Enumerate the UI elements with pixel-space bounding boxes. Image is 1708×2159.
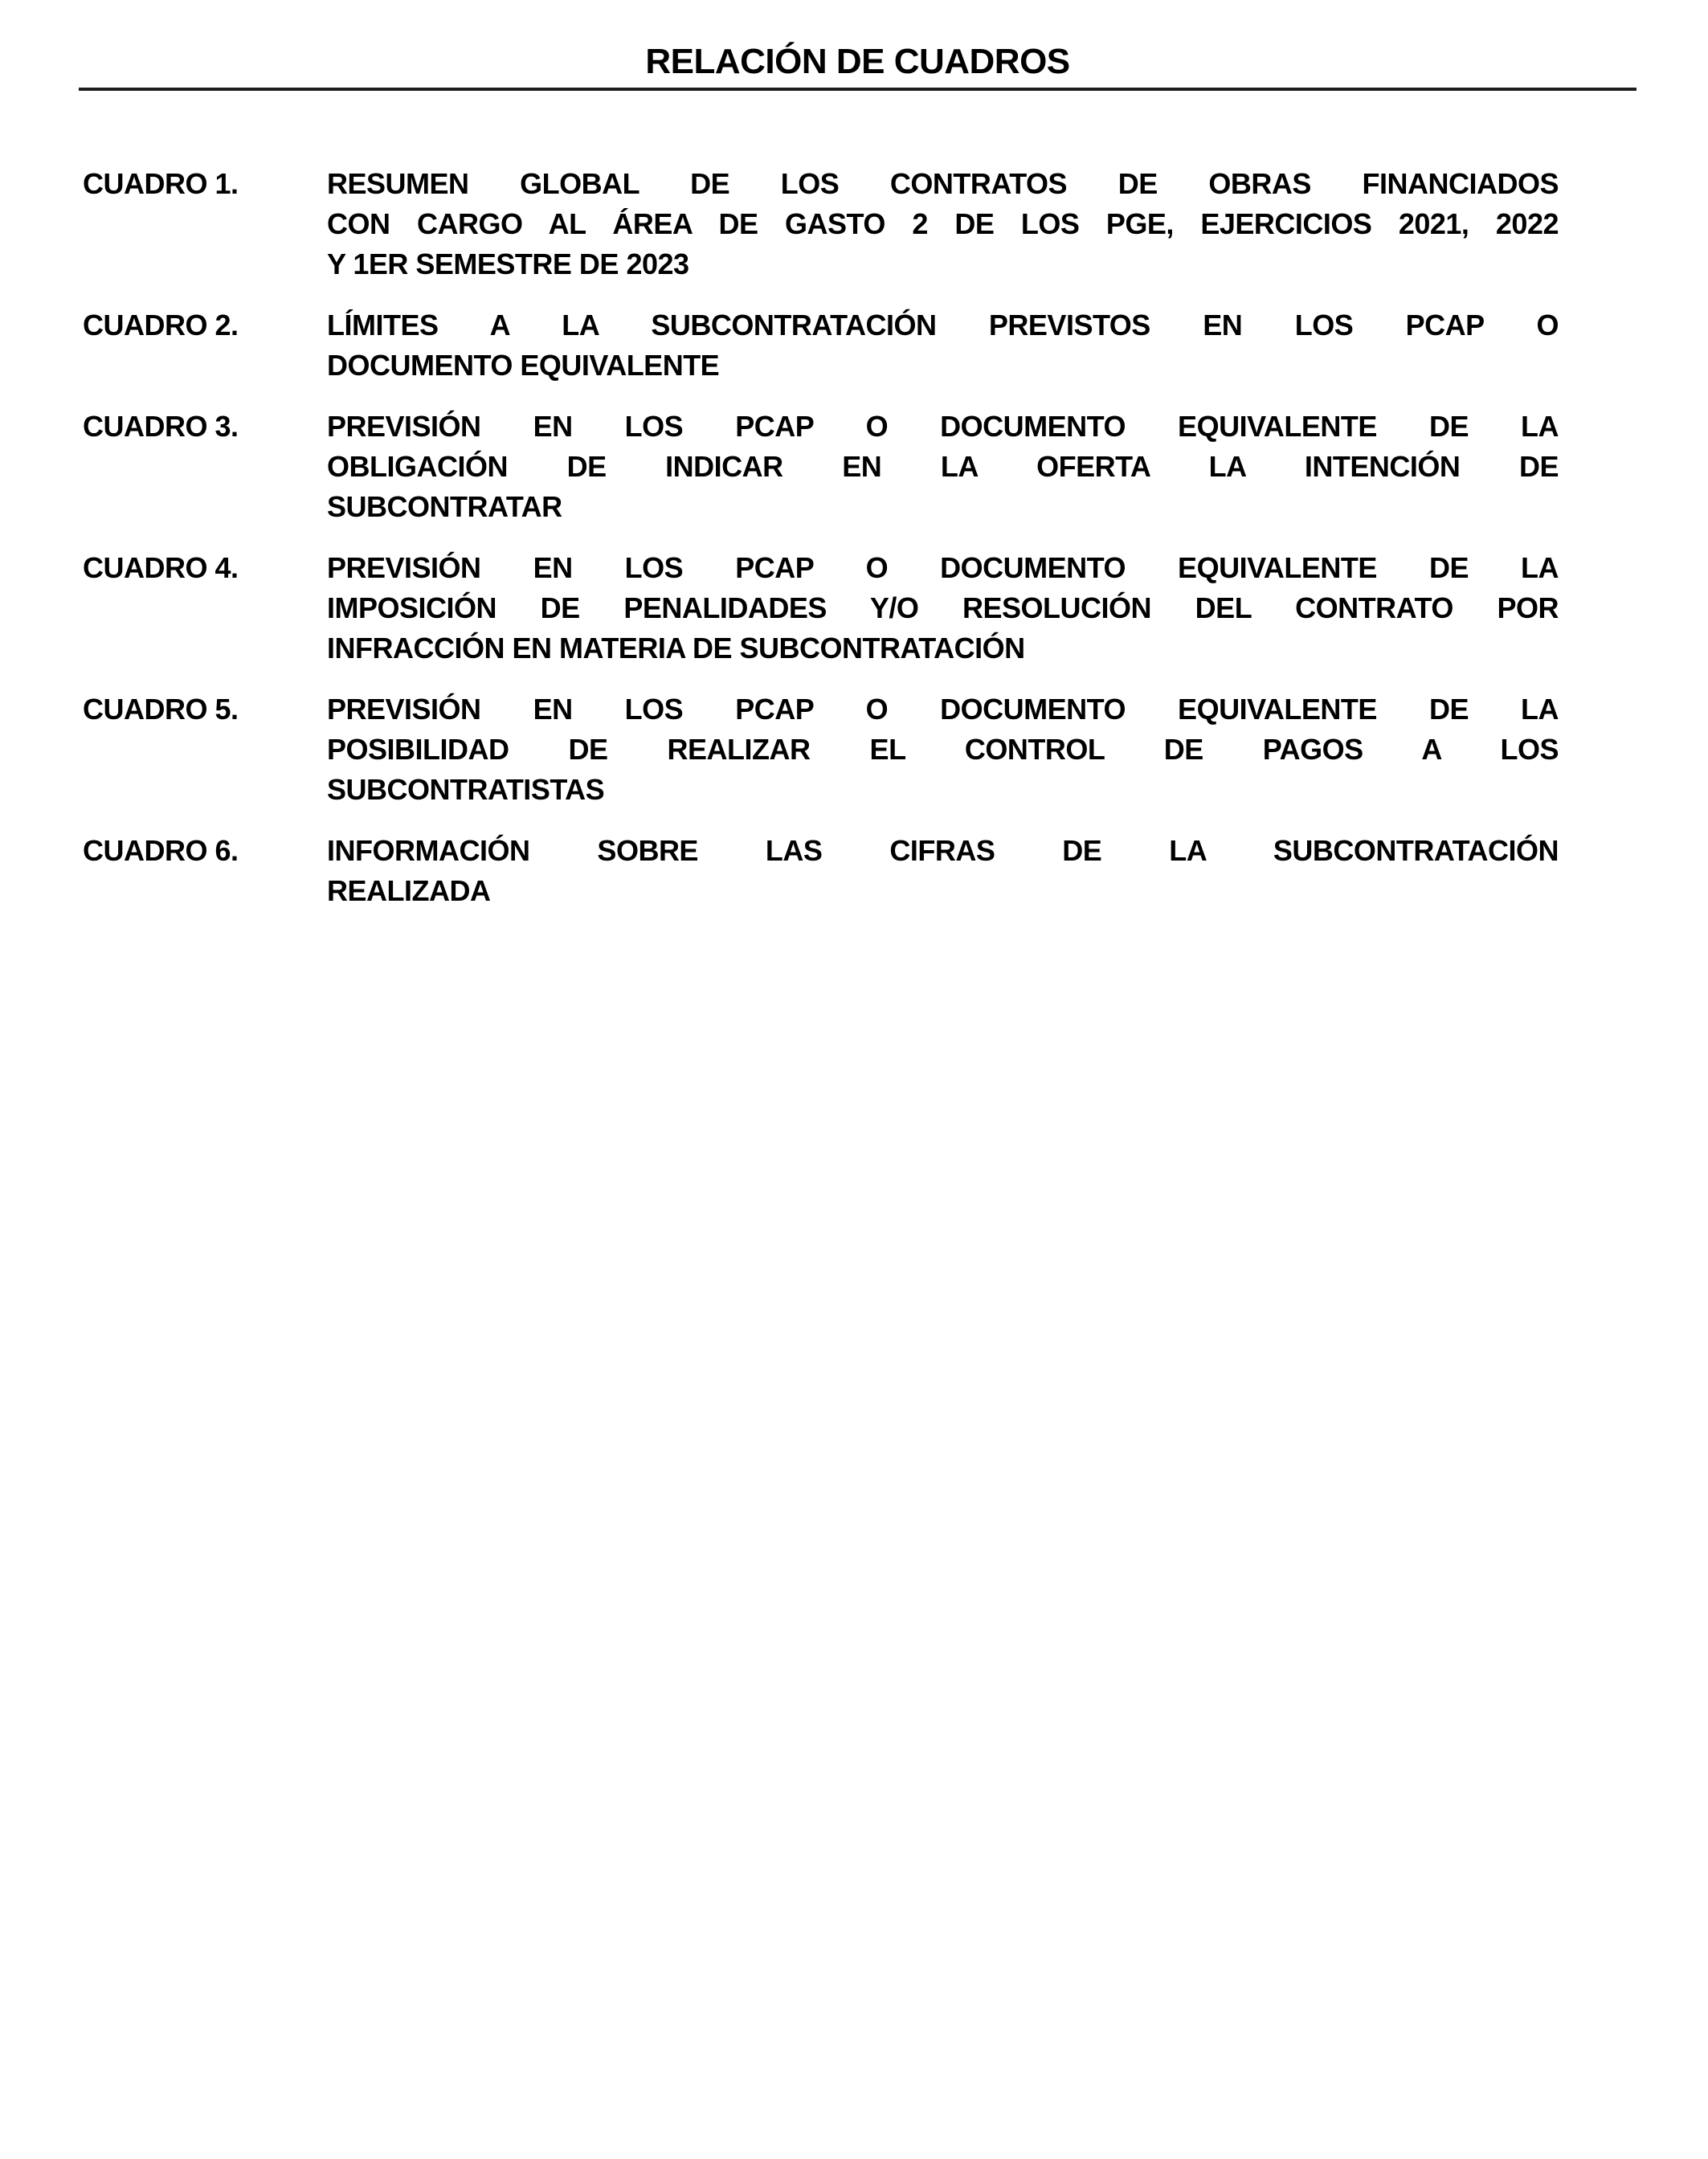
item-body xyxy=(327,305,1559,386)
list-item xyxy=(83,548,1559,669)
item-label: CUADRO 4. xyxy=(83,551,239,584)
list-item xyxy=(83,305,1559,386)
item-text-line: SUBCONTRATISTAS xyxy=(327,773,605,806)
list-item xyxy=(83,689,1559,810)
item-text-line: INFORMACIÓN SOBRE LAS CIFRAS DE LA SUBCONTRATACIÓN xyxy=(327,834,1559,867)
item-text-line: PREVISIÓN EN LOS PCAP O DOCUMENTO EQUIVALENTE DE LA xyxy=(327,410,1559,443)
item-label: CUADRO 1. xyxy=(83,167,239,200)
item-text-line: INFRACCIÓN EN MATERIA DE SUBCONTRATACIÓN xyxy=(327,632,1025,664)
item-text-line: IMPOSICIÓN DE PENALIDADES Y/O RESOLUCIÓN DEL CONTRATO POR xyxy=(327,591,1559,624)
item-text-line: DOCUMENTO EQUIVALENTE xyxy=(327,349,720,382)
item-text-line: LÍMITES A LA SUBCONTRATACIÓN PREVISTOS EN LOS PCAP O xyxy=(327,309,1559,341)
item-label: CUADRO 2. xyxy=(83,309,239,341)
item-body xyxy=(327,164,1559,284)
item-text-line: OBLIGACIÓN DE INDICAR EN LA OFERTA LA INTENCIÓN DE xyxy=(327,450,1559,483)
item-label: CUADRO 3. xyxy=(83,410,239,443)
item-label: CUADRO 5. xyxy=(83,693,239,726)
item-body xyxy=(327,407,1559,527)
cuadros-list xyxy=(83,164,1559,932)
item-text-line: PREVISIÓN EN LOS PCAP O DOCUMENTO EQUIVALENTE DE LA xyxy=(327,693,1559,726)
page-header xyxy=(79,0,1636,91)
item-text-line: PREVISIÓN EN LOS PCAP O DOCUMENTO EQUIVALENTE DE LA xyxy=(327,551,1559,584)
item-text-line: Y 1ER SEMESTRE DE 2023 xyxy=(327,247,689,280)
item-text-line: POSIBILIDAD DE REALIZAR EL CONTROL DE PAGOS A LOS xyxy=(327,733,1559,766)
list-item xyxy=(83,407,1559,527)
list-item xyxy=(83,831,1559,911)
item-text-line: CON CARGO AL ÁREA DE GASTO 2 DE LOS PGE, EJERCICIOS 2021, 2022 xyxy=(327,207,1559,240)
item-text-line: RESUMEN GLOBAL DE LOS CONTRATOS DE OBRAS FINANCIADOS xyxy=(327,167,1559,200)
item-body xyxy=(327,831,1559,911)
item-body xyxy=(327,689,1559,810)
list-item xyxy=(83,164,1559,284)
item-text-line: SUBCONTRATAR xyxy=(327,490,562,523)
item-label: CUADRO 6. xyxy=(83,834,239,867)
item-body xyxy=(327,548,1559,669)
item-text-line: REALIZADA xyxy=(327,874,491,907)
page-title: RELACIÓN DE CUADROS xyxy=(645,42,1070,81)
